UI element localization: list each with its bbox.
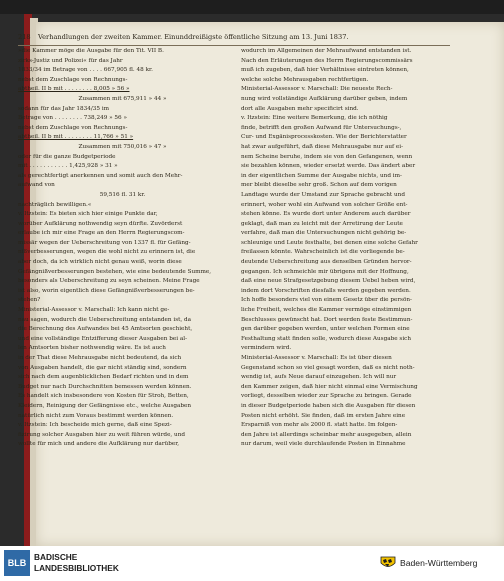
text-line: v. Itzstein: Ich bescheide mich gerne, daß eine Spezi- <box>18 422 172 429</box>
text-line: nißverbesserungen, wegen die wohl nicht zu erinnern ist, die <box>18 249 196 256</box>
text-line: mer bleibt dieselbe sehr groß. Schon auf dem vorigen <box>241 182 397 189</box>
text-line: natürlich nicht zum Voraus bestimmt werden können. <box>18 412 174 419</box>
text-line: als gerechtfertigt anerkennen und somit auch den Mehr- <box>18 172 183 179</box>
text-line: indem dort Vorschriften diesfalls werden gegeben werden. <box>241 287 411 294</box>
text-line: Nach den Erläuterungen des Herrn Regierungscommissärs <box>241 57 413 64</box>
bw-name: Baden-Württemberg <box>400 558 478 568</box>
text-line: Betrage von . . . . . . . . 738,249 » 56 » <box>18 115 127 122</box>
text-line: von Ausgaben handelt, die gar nicht ständig sind, sondern <box>18 364 187 371</box>
text-line: Zusammen mit 750,016 » 47 » <box>78 143 167 150</box>
text-line: in der That diese Mehrausgabe nicht bedeutend, da sich <box>18 355 182 361</box>
text-line: besonders als Ueberschreitung zu seyn scheinen. Meine Frage <box>18 278 200 285</box>
text-line: erlaube ich mir eine Frage an den Herrn Regierungscom- <box>18 230 185 237</box>
header-rule <box>18 45 450 46</box>
text-line: Landtage wurde der Umstand zur Sprache gebracht und <box>241 191 405 198</box>
text-line: vermindern wird. <box>241 345 292 352</box>
text-line: stehen? <box>18 297 41 304</box>
text-line: Es handelt sich insbesondere von Kosten für Stroh, Betten, <box>18 393 189 400</box>
text-line: finde, betrifft den großen Aufwand für Untersuchungs-, <box>241 124 402 131</box>
text-line: liche Freiheit, welches die Kammer vermöge einstimmigen <box>241 307 412 314</box>
text-line: gegangen. Ich schmeichle mir übrigens mit der Hoffnung, <box>241 268 409 275</box>
text-line: aber doch, da ich wirklich nicht genau weiß, worin diese <box>18 259 182 266</box>
text-line: nebst dem Zuschlage von Rechnungs- <box>18 76 128 83</box>
page-header <box>18 33 450 43</box>
text-line: in der eigentlichen Summe der Ausgabe nichts, und im- <box>241 172 402 179</box>
text-line: Beschlusses gewünscht hat. Dort werden feste Bestimmun- <box>241 316 413 323</box>
text-line: muß ich zugeben, daß hier Verhältnisse eintreten können, <box>241 67 409 74</box>
text-line: sie bezahlen können, wieder ersetzt werde. Das ändert aber <box>241 163 416 170</box>
text-line: worüber Aufklärung nothwendig seyn dürfte. Zuvörderst <box>18 220 183 227</box>
text-line: »die Kammer möge die Ausgabe für den Tit. VII B. <box>18 48 164 54</box>
bw-crest-icon <box>380 556 396 570</box>
text-line: Ministerial-Assessor v. Marschall: Es ist über diesen <box>241 355 392 361</box>
text-line: nebst dem Zuschlage von Rechnungs- <box>18 124 128 131</box>
text-line: sodann für das Jahr 1834/35 im <box>18 105 110 112</box>
left-text-column <box>18 47 227 529</box>
text-line: stehen könne. Es wurde dort unter Anderem auch darüber <box>241 211 411 218</box>
text-line: wollte für mich und andere die Aufklärung nur darüber, <box>18 441 180 448</box>
text-line: wodurch im Allgemeinen der Mehraufwand entstanden ist. <box>241 48 412 54</box>
text-line: fizirung solcher Ausgaben hier zu weit führen würde, und <box>18 431 186 438</box>
text-line: sich nach dem augenblicklichen Bedarf richten und in dem <box>18 374 189 381</box>
text-line: missär wegen der Ueberschreitung von 1337 fl. für Gefäng- <box>18 239 191 246</box>
text-line: und eine vollständige Entzifferung dieser Ausgaben bei al- <box>18 335 188 342</box>
text-line: deutende Ueberschreitung aus denselben Gründen hervor- <box>241 259 412 266</box>
text-line: Gegenstand schon so viel gesagt worden, daß es nicht noth- <box>241 364 415 371</box>
text-line: nung wird vollständige Aufklärung darüber geben, indem <box>241 95 408 102</box>
text-line: den Kammer zeigen, daß hier nicht einmal eine Vermischung <box>241 383 418 390</box>
text-line: Ministerial-Assessor v. Marschall: Ich kann nicht ge- <box>18 307 170 314</box>
text-line: zirks-Justiz und Polizei« für das Jahr <box>18 57 123 64</box>
text-line: welche solche Mehrausgaben rechtfertigen. <box>241 76 369 83</box>
text-line: Posten nicht erhöht. Sie finden, daß im ersten Jahre eine <box>241 412 406 419</box>
text-line: daß eine neue Strafgesetzgebung diesem Uebel heben wird, <box>241 278 416 285</box>
text-line: abtheil. II b mit . . . . . . . . 11,766 » 51 » <box>18 134 134 141</box>
text-line: Cur- und Exgänisprocesskosten. Wie der Berichterstatter <box>241 134 407 141</box>
text-line: Budget nur nach Durchschnitten bemessen werden können. <box>18 383 192 390</box>
text-line: ist also, worin eigentlich diese Gefängnißverbesserungen be- <box>18 287 195 294</box>
text-line: oder für die ganze Budgetperiode <box>18 153 116 160</box>
text-line: Zusammen mit 675,911 » 44 » <box>78 95 167 102</box>
text-line: nur darum, weil viele durchlaufende Posten in Einnahme <box>241 441 406 448</box>
blb-name-line1: BADISCHE <box>34 552 78 562</box>
text-line: Ministerial-Assessor v. Marschall: Die neueste Rech- <box>241 86 393 93</box>
running-title: Verhandlungen der zweiten Kammer. Einunddreißigste öffentliche Sitzung am 13. Juni 1837. <box>38 33 349 41</box>
text-line: Gefängnißverbesserungen bestehen, wie eine bedeutende Summe, <box>18 268 212 275</box>
text-line: Kleidern, Reinigung der Gefängnisse etc., welche Ausgaben <box>18 402 192 409</box>
text-line: Ich hoffe besonders viel von einem Gesetz über die persön- <box>241 297 412 304</box>
text-line: len Amtsorten bisher nothwendig wäre. Es ist auch <box>18 345 166 352</box>
text-line: schleunige und Leute festhalte, bei denen eine solche Gefahr <box>241 239 418 246</box>
text-line: den Jahre ist allerdings scheinbar mehr ausgegeben, allein <box>241 431 412 438</box>
text-line: erinnert, woher wohl ein Aufwand von solcher Größe ent- <box>241 201 408 208</box>
text-line: in dieser Budgetperiode haben sich die Ausgaben für diesen <box>241 402 416 409</box>
text-line: nachträglich bewilligen.« <box>18 201 92 208</box>
text-line: mit . . . . . . . . . . . 1,425,928 » 31 » <box>18 163 118 170</box>
text-line: hat zwar aufgeführt, daß diese Mehrausgabe nur auf ei- <box>241 143 404 150</box>
text-line: nem Scheine beruhe, indem sie von den Gefangenen, wenn <box>241 153 413 160</box>
text-line: freilassen könnte. Wahrscheinlich ist die vorliegende be- <box>241 249 405 256</box>
footer-bar <box>0 546 504 581</box>
blb-name-line2: LANDESBIBLIOTHEK <box>34 563 119 573</box>
text-line: Festhaltung statt finden solle, wodurch diese Ausgabe sich <box>241 335 412 342</box>
blb-name[interactable] <box>34 552 119 574</box>
text-line: Ersparniß von mehr als 2000 fl. statt hatte. Im folgen- <box>241 422 398 429</box>
text-line: wendig ist, aufs Neue darauf einzugehen. Ich will nur <box>241 374 397 381</box>
blb-logo[interactable]: BLB <box>4 550 30 576</box>
text-line: verfahre, daß man die Untersuchungen nicht gehörig be- <box>241 230 407 237</box>
right-text-column <box>241 47 450 529</box>
text-line: v. Itzstein: Eine weitere Bemerkung, die ich nöthig <box>241 115 388 122</box>
text-line: dort alle Ausgaben mehr specificirt sind. <box>241 105 359 112</box>
text-line: gen darüber gegeben werden, unter welchen Formen eine <box>241 326 410 333</box>
text-line: aufwand von <box>18 182 55 189</box>
text-line: nau sagen, wodurch die Ueberschreitung entstanden ist, da <box>18 316 192 323</box>
text-line: 1833/34 im Betrage von . . . . 667,905 fl. 48 kr. <box>18 67 153 74</box>
page-number: 218 <box>18 33 31 41</box>
scan-background <box>0 0 504 14</box>
text-line: abtheil. II b mit . . . . . . . . 8,005 » 56 » <box>18 86 130 93</box>
text-line: 59,516 fl. 31 kr. <box>99 191 146 198</box>
text-line: geklagt, daß man zu leicht mit der Arretirung der Leute <box>241 220 403 227</box>
text-line: die Berechnung des Aufwandes bei 45 Amtsorten geschieht, <box>18 326 193 333</box>
text-line: v. Itzstein: Es bieten sich hier einige Punkte dar, <box>18 211 158 218</box>
text-line: vorliegt, desselben wieder zur Sprache zu bringen. Gerade <box>241 393 412 400</box>
